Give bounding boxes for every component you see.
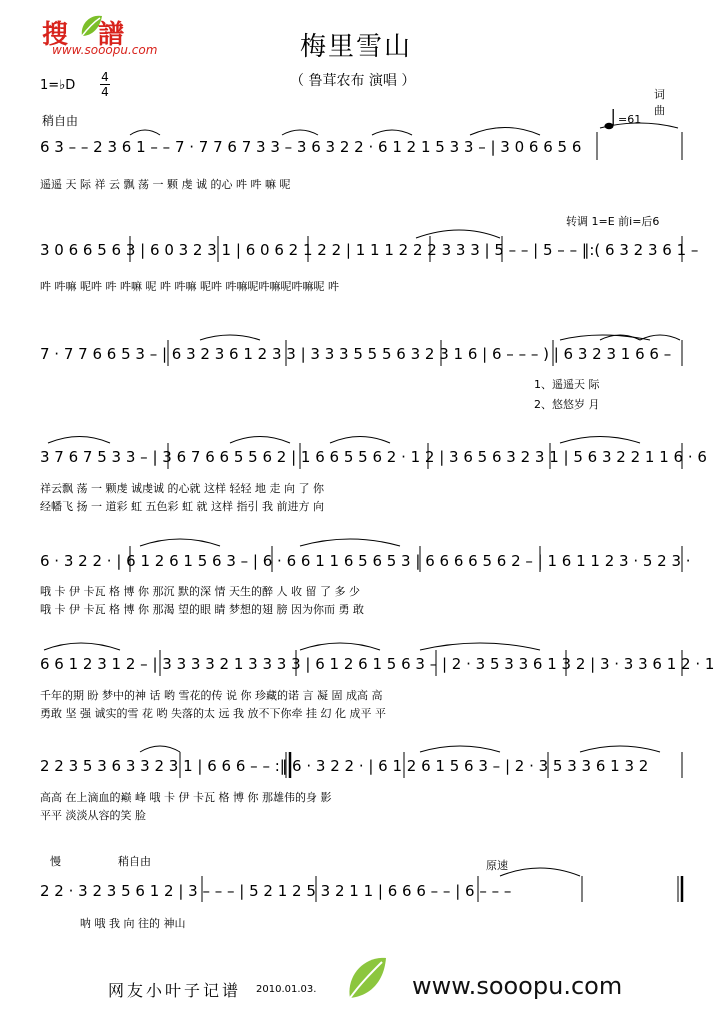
meter-top: 4 bbox=[101, 70, 109, 84]
tempo-marking: =61 bbox=[618, 113, 642, 126]
footer-leaf-icon bbox=[344, 952, 390, 1008]
lyrics-row-5a: 哦 卡 伊 卡瓦 格 博 你 那沉 默的深 情 天生的醉 人 收 留 了 多 少 bbox=[40, 585, 360, 598]
lyrics-row-4a: 祥云飘 荡 一 颗虔 诚虔诚 的心就 这样 轻轻 地 走 向 了 你 bbox=[40, 482, 324, 495]
free-tempo-mark: 稍自由 bbox=[42, 114, 79, 128]
lyrics-row-1a: 遥遥 天 际 祥 云 飘 荡 一 颗 虔 诚 的心 吽 吽 嘛 呢 bbox=[40, 178, 291, 191]
transcriber-credit: 网友小叶子记谱 bbox=[108, 981, 242, 1000]
lyrics-row-5b: 哦 卡 伊 卡瓦 格 博 你 那渴 望的眼 睛 梦想的翅 膀 因为你而 勇 敢 bbox=[40, 603, 364, 616]
lyrics-row-7b: 平平 淡淡从容的笑 脸 bbox=[40, 809, 146, 822]
performer-subtitle: （ 鲁茸农布 演唱 ） bbox=[290, 73, 416, 89]
lyrics-row-8a: 呐 哦 我 向 往的 神山 bbox=[80, 917, 186, 930]
lyrics-row-2a: 吽 吽嘛 呢吽 吽 吽嘛 呢 吽 吽嘛 呢吽 吽嘛呢吽嘛呢吽嘛呢 吽 bbox=[40, 280, 339, 293]
key-signature: 1=♭D bbox=[40, 78, 76, 93]
credit-music: 曲 bbox=[654, 104, 665, 117]
transcription-date: 2010.01.03. bbox=[256, 984, 317, 995]
notation-row-4: 3 7 6 7 5 3 3 – | 3 6 7 6 6 5 5 6 2 | 1 6 6 5 5 6 2 · 1 2 | 3 6 5 6 3 2 3 1 | 5 6 3 2 2 1 1 6 · 6 bbox=[40, 448, 707, 466]
notation-row-2: 3 0 6 6 5 6 3 | 6 0 3 2 3 1 | 6 0 6 2 1 2 2 | 1 1 1 2 2 2 3 3 3 | 5 – – | 5 – – ‖:( 6 3 2 3 6 1 – bbox=[40, 241, 699, 259]
free-tempo-mark-2: 稍自由 bbox=[118, 855, 151, 868]
lyrics-row-6a: 千年的期 盼 梦中的神 话 哟 雪花的传 说 你 珍藏的诺 言 凝 固 成高 高 bbox=[40, 689, 383, 702]
lyrics-row-6b: 勇敢 坚 强 诚实的雪 花 哟 失落的太 远 我 放不下你牵 挂 幻 化 成平 平 bbox=[40, 707, 386, 720]
logo-url[interactable]: www.sooopu.com bbox=[52, 43, 158, 57]
logo-text: 搜 bbox=[42, 20, 69, 50]
modulation-mark: 转调 1=E 前i=后6 bbox=[566, 215, 660, 228]
footer-url[interactable]: www.sooopu.com bbox=[412, 972, 623, 1000]
lyrics-row-4b: 经幡飞 扬 一 道彩 虹 五色彩 虹 就 这样 指引 我 前进方 向 bbox=[40, 500, 324, 513]
lyrics-row-3a: 1、遥遥天 际 bbox=[534, 378, 600, 391]
original-tempo-mark: 原速 bbox=[486, 859, 508, 872]
meter-bottom: 4 bbox=[101, 85, 109, 99]
notation-row-8: 2 2 · 3 2 3 5 6 1 2 | 3 – – – | 5 2 1 2 5 3 2 1 1 | 6 6 6 – – | 6 – – – bbox=[40, 882, 512, 900]
lyrics-row-3b: 2、悠悠岁 月 bbox=[534, 398, 600, 411]
notation-row-1: 6 3 – – 2 3 6 1 – – 7 · 7 7 6 7 3 3 – 3 6 3 2 2 · 6 1 2 1 5 3 3 – | 3 0 6 6 5 6 bbox=[40, 138, 582, 156]
notation-row-5: 6 · 3 2 2 · | 6 1 2 6 1 5 6 3 – | 6 · 6 6 1 1 6 5 6 5 3 | 6 6 6 6 5 6 2 – | 1 6 1 1 2 3 · 5 2 3 · bbox=[40, 552, 691, 570]
notation-row-6: 6 6 1 2 3 1 2 – | 3 3 3 3 2 1 3 3 3 3 | 6 1 2 6 1 5 6 3 – | 2 · 3 5 3 3 6 1 3 2 | 3 · 3 3 6 1 2 · 1 bbox=[40, 655, 715, 673]
logo-text-2: 譜 bbox=[98, 20, 125, 50]
notation-row-3: 7 · 7 7 6 6 5 3 – | 6 3 2 3 6 1 2 3 3 | 3 3 3 5 5 5 6 3 2 3 1 6 | 6 – – – ) | 6 3 2 3 1 6 6 – bbox=[40, 345, 672, 363]
page-title: 梅里雪山 bbox=[300, 32, 413, 62]
lyrics-row-7a: 高高 在上滴血的巅 峰 哦 卡 伊 卡瓦 格 博 你 那雄伟的身 影 bbox=[40, 791, 332, 804]
slow-mark: 慢 bbox=[50, 855, 61, 868]
notation-row-7: 2 2 3 5 3 6 3 3 2 3 1 | 6 6 6 – – :‖ 6 · 3 2 2 · | 6 1 2 6 1 5 6 3 – | 2 · 3 5 3 3 6 1 3 2 bbox=[40, 757, 649, 775]
credit-lyric: 词 bbox=[654, 88, 665, 101]
